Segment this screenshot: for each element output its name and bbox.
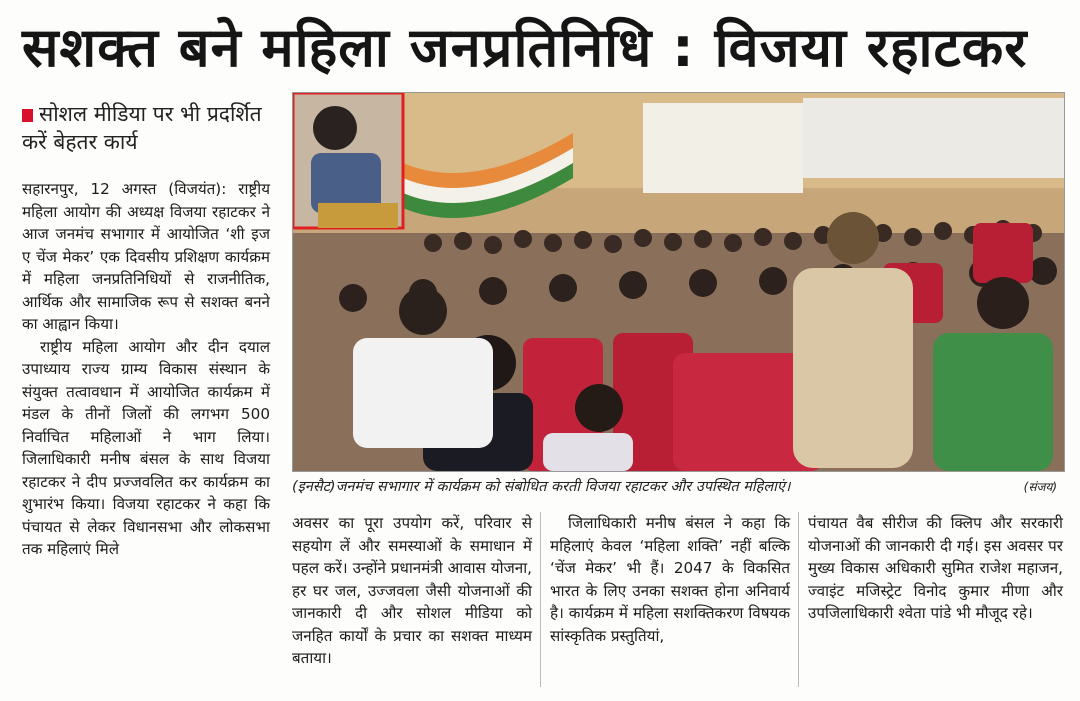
paragraph: अवसर का पूरा उपयोग करें, परिवार से सहयोग लें और समस्याओं के समाधान में पहल करें। उन्होंने प्रधानमंत्री आवास योजना, हर घर जल, उज्जवला जैसी योजनाओं की जानकारी दी और सोशल मीडिया को जनहित कार्यों के प्रचार का सशक्त माध्यम बताया।: [292, 514, 532, 667]
subheadline: [22, 100, 287, 156]
paragraph: राष्ट्रीय महिला आयोग और दीन दयाल उपाध्याय राज्य ग्राम्य विकास संस्थान के संयुक्त तत्वावधान में आयोजित कार्यक्रम में मंडल के तीनों जिलों की लगभग 500 निर्वाचित महिलाओं ने भाग लिया। जिलाधिकारी मनीष बंसल के साथ विजया रहाटकर ने दीप प्रज्जवलित कर कार्यक्रम का शुभारंभ किया। विजया रहाटकर ने कहा कि पंचायत से लेकर विधानसभा और लोकसभा तक महिलाएं मिले: [22, 337, 270, 558]
paragraph: सहारनपुर, 12 अगस्त (विजयंत): राष्ट्रीय महिला आयोग की अध्यक्ष विजया रहाटकर ने आज जनमंच सभागार में आयोजित ‘शी इज ए चेंज मेकर’ एक दिवसीय प्रशिक्षण कार्यक्रम में महिला जनप्रतिनिधियों से राजनीतिक, आर्थिक और सामाजिक रूप से सशक्त बनने का आह्वान किया।: [22, 180, 270, 333]
paragraph: जिलाधिकारी मनीष बंसल ने कहा कि महिलाएं केवल ‘महिला शक्ति’ नहीं बल्कि ‘चेंज मेकर’ भी हैं। 2047 के विकसित भारत के लिए उनका सशक्त होना अनिवार्य है। कार्यक्रम में महिला सशक्तिकरण विषयक सांस्कृतिक प्रस्तुतियां,: [550, 514, 790, 645]
photo-caption: [292, 476, 1063, 498]
article-column-4: [808, 512, 1063, 625]
column-divider: [798, 512, 799, 687]
news-photo: [292, 92, 1065, 472]
red-bullet-icon: [22, 109, 33, 122]
headline: सशक्त बने महिला जनप्रतिनिधि : विजया रहाटकर: [22, 16, 1028, 79]
caption-text: (इनसैट)जनमंच सभागार में कार्यक्रम को संबोधित करती विजया रहाटकर और उपस्थित महिलाएं।: [292, 479, 791, 495]
column-divider: [540, 512, 541, 687]
photo-credit: (संजय): [1023, 480, 1057, 494]
article-column-3: [550, 512, 790, 647]
subheadline-text: सोशल मीडिया पर भी प्रदर्शित करें बेहतर कार्य: [22, 102, 262, 154]
paragraph: पंचायत वैब सीरीज की क्लिप और सरकारी योजनाओं की जानकारी दी गई। इस अवसर पर मुख्य विकास अधिकारी सुमित राजेश महाजन, ज्वाइंट मजिस्ट्रेट विनोद कुमार मीणा और उपजिलाधिकारी श्वेता पांडे भी मौजूद रहे।: [808, 514, 1063, 622]
article-column-2: [292, 512, 532, 670]
article-column-1: [22, 178, 270, 561]
